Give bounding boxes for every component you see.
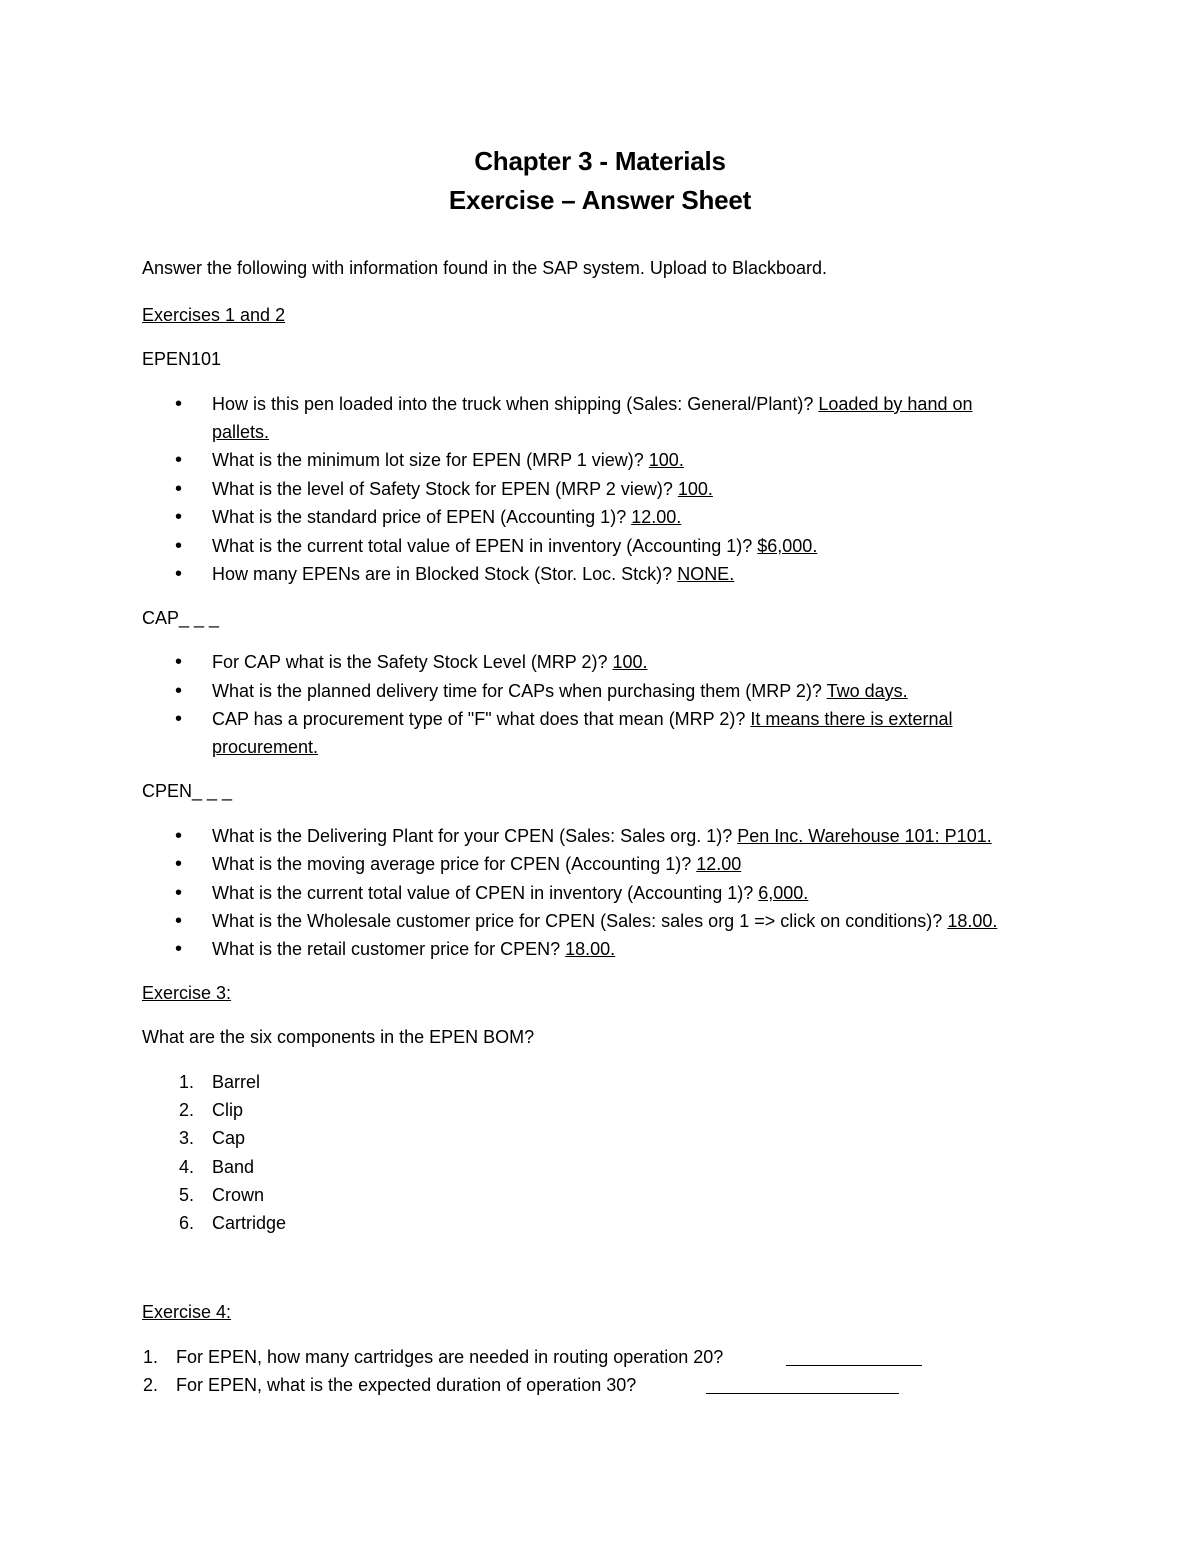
list-item <box>212 390 1062 446</box>
section-heading-exercise-4: Exercise 4: <box>142 1302 232 1322</box>
list-number: 6. <box>178 1213 194 1233</box>
list-number: 1. <box>178 1072 194 1092</box>
list-item <box>212 705 1062 761</box>
list-number: 5. <box>178 1185 194 1205</box>
answer-text: 12.00. <box>631 507 682 527</box>
list-item: Band <box>212 1157 255 1177</box>
list-number: 4. <box>178 1157 194 1177</box>
list-item <box>212 907 1112 935</box>
answer-text: 100. <box>677 479 713 499</box>
answer-blank[interactable] <box>706 1375 899 1394</box>
answer-text: 6,000. <box>758 883 809 903</box>
list-item <box>212 648 1062 676</box>
page-subtitle: Exercise – Answer Sheet <box>448 185 752 215</box>
list-item: Clip <box>212 1100 244 1120</box>
list-item <box>212 935 1062 963</box>
answer-text: 18.00. <box>947 911 998 931</box>
list-number: 2. <box>142 1375 158 1395</box>
section-heading-exercise-3: Exercise 3: <box>142 983 232 1003</box>
epen-label: EPEN101 <box>142 349 222 369</box>
answer-text: $6,000. <box>757 536 818 556</box>
answer-text: 100. <box>612 652 648 672</box>
question-text: What is the moving average price for CPEN (Accounting 1)? <box>212 854 697 874</box>
cpen-label: CPEN_ _ _ <box>142 781 233 801</box>
list-number: 1. <box>142 1347 158 1367</box>
answer-text-cont: procurement. <box>212 737 319 757</box>
question-text: CAP has a procurement type of "F" what does that mean (MRP 2)? <box>212 709 751 729</box>
list-item <box>212 475 1062 503</box>
question-text: How many EPENs are in Blocked Stock (Stor. Loc. Stck)? <box>212 564 678 584</box>
list-item <box>212 560 1062 588</box>
list-item <box>176 1371 636 1399</box>
question-text: What is the planned delivery time for CAPs when purchasing them (MRP 2)? <box>212 681 827 701</box>
list-number: 3. <box>178 1128 194 1148</box>
answer-text: Pen Inc. Warehouse 101: P101. <box>737 826 992 846</box>
page-title: Chapter 3 - Materials <box>474 146 726 176</box>
question-text: What is the level of Safety Stock for EPEN (MRP 2 view)? <box>212 479 678 499</box>
answer-text: It means there is external <box>750 709 953 729</box>
list-item: Cap <box>212 1128 246 1148</box>
question-text: What is the current total value of CPEN in inventory (Accounting 1)? <box>212 883 759 903</box>
list-item <box>212 446 1062 474</box>
list-item <box>176 1343 723 1371</box>
section-heading-exercises-1-2: Exercises 1 and 2 <box>142 305 286 325</box>
list-item <box>212 850 1062 878</box>
answer-text: Two days. <box>826 681 908 701</box>
answer-text-cont: pallets. <box>212 422 270 442</box>
list-item <box>212 677 1062 705</box>
question-text: What is the minimum lot size for EPEN (MRP 1 view)? <box>212 450 649 470</box>
list-item: Crown <box>212 1185 265 1205</box>
list-item <box>212 879 1062 907</box>
answer-text: NONE. <box>677 564 735 584</box>
answer-text: 100. <box>648 450 684 470</box>
question-text: What is the Delivering Plant for your CPEN (Sales: Sales org. 1)? <box>212 826 738 846</box>
answer-text: 18.00. <box>565 939 616 959</box>
cap-label: CAP_ _ _ <box>142 608 220 628</box>
answer-text: Loaded by hand on <box>818 394 973 414</box>
list-number: 2. <box>178 1100 194 1120</box>
question-text: For EPEN, what is the expected duration of operation 30? <box>176 1375 637 1395</box>
question-text: For CAP what is the Safety Stock Level (MRP 2)? <box>212 652 613 672</box>
exercise-3-question: What are the six components in the EPEN BOM? <box>142 1027 535 1047</box>
list-item <box>212 503 1062 531</box>
question-text: For EPEN, how many cartridges are needed in routing operation 20? <box>176 1347 724 1367</box>
question-text: What is the standard price of EPEN (Accounting 1)? <box>212 507 632 527</box>
answer-blank[interactable] <box>786 1347 922 1366</box>
intro-text: Answer the following with information found in the SAP system. Upload to Blackboard. <box>142 258 828 278</box>
question-text: What is the retail customer price for CPEN? <box>212 939 566 959</box>
list-item <box>212 822 1062 850</box>
question-text: What is the current total value of EPEN in inventory (Accounting 1)? <box>212 536 758 556</box>
question-text: How is this pen loaded into the truck when shipping (Sales: General/Plant)? <box>212 394 819 414</box>
list-item: Barrel <box>212 1072 261 1092</box>
list-item <box>212 532 1062 560</box>
question-text: What is the Wholesale customer price for CPEN (Sales: sales org 1 => click on conditions)? <box>212 911 948 931</box>
list-item: Cartridge <box>212 1213 287 1233</box>
answer-text: 12.00 <box>696 854 742 874</box>
